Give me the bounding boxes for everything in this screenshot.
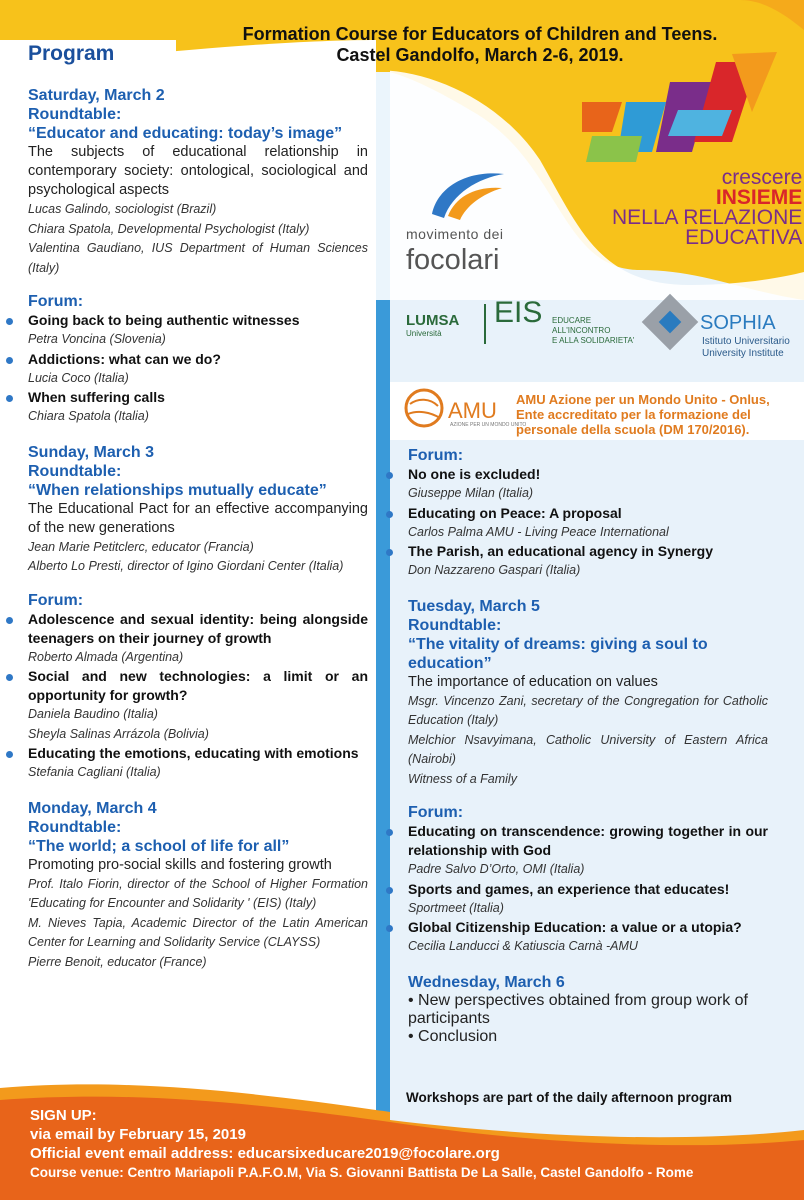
crescere-line-4: EDUCATIVA [685, 226, 803, 249]
speaker: Daniela Baudino (Italia) [28, 707, 158, 721]
speaker: Giuseppe Milan (Italia) [408, 486, 534, 500]
speaker: Don Nazzareno Gaspari (Italia) [408, 563, 581, 577]
sophia-logo-sub [702, 336, 790, 360]
speaker: Prof. Italo Fiorin, director of the School of Higher Formation 'Educating for Encounter and Solidarity ' (EIS) (Italy) [28, 876, 368, 910]
forum-item: No one is excluded! [408, 465, 768, 484]
sophia-sub-1: Istituto Universitario [702, 336, 790, 347]
speaker: Sportmeet (Italia) [408, 900, 504, 915]
tuesday-title: “The vitality of dreams: giving a soul to education” [408, 635, 708, 672]
speaker: Cecilia Landucci & Katiuscia Carnà -AMU [408, 939, 638, 953]
eis-logo-sub [552, 316, 634, 346]
forum-item: Sports and games, an experience that educates! [408, 880, 768, 899]
wednesday-line-2: • Conclusion [408, 1027, 498, 1045]
title-line-1: Formation Course for Educators of Children and Teens. [242, 24, 718, 44]
amu-text-2: Ente accreditato per la formazione del [516, 407, 751, 422]
speaker: Witness of a Family [408, 771, 517, 786]
speaker: Padre Salvo D’Orto, OMI (Italia) [408, 862, 585, 876]
lumsa-logo-sub: Università [406, 329, 442, 338]
eis-sub-2: ALL'INCONTRO [552, 326, 611, 335]
forum-item: Educating the emotions, educating with emotions [28, 744, 368, 763]
crescere-logo-graphic [582, 52, 782, 172]
saturday-title: “Educator and educating: today’s image” [28, 125, 343, 142]
wednesday-day: Wednesday, March 6 [408, 973, 565, 991]
signup-heading: SIGN UP: [30, 1107, 97, 1124]
sophia-logo: SOPHIA [700, 312, 776, 334]
crescere-logo-text [612, 168, 802, 248]
sunday-title: “When relationships mutually educate” [28, 481, 327, 499]
crescere-line-3: NELLA RELAZIONE [612, 206, 803, 229]
speaker: Alberto Lo Presti, director of Igino Giordani Center (Italia) [28, 559, 344, 573]
speaker: Chiara Spatola, Developmental Psychologist (Italy) [28, 221, 310, 236]
logo-divider [484, 304, 486, 344]
focolari-logo-icon [428, 166, 508, 222]
left-column [28, 86, 368, 972]
tuesday-desc: The importance of education on values [408, 673, 658, 690]
forum-item: Adolescence and sexual identity: being alongside teenagers on their journey of growth [28, 610, 368, 646]
forum-item: Global Citizenship Education: a value or a utopia? [408, 918, 768, 937]
lumsa-logo [406, 312, 459, 338]
speaker: Melchior Nsavyimana, Catholic University of Eastern Africa (Nairobi) [408, 732, 768, 766]
sophia-sub-2: University Institute [702, 348, 784, 359]
forum-item: Going back to being authentic witnesses [28, 311, 368, 330]
eis-sub-3: E ALLA SOLIDARIETA' [552, 336, 635, 345]
speaker: Jean Marie Petitclerc, educator (Francia) [28, 539, 254, 554]
tuesday-forum: Forum: [408, 804, 464, 821]
speaker: Sheyla Salinas Arrázola (Bolivia) [28, 726, 209, 741]
monday-roundtable: Roundtable: [28, 818, 122, 836]
right-column [408, 446, 768, 1046]
sunday-day: Sunday, March 3 [28, 443, 154, 461]
speaker: Stefania Cagliani (Italia) [28, 765, 161, 779]
speaker: Roberto Almada (Argentina) [28, 649, 184, 664]
speaker: Petra Voncina (Slovenia) [28, 332, 166, 346]
forum-item: Social and new technologies: a limit or an opportunity for growth? [28, 668, 368, 703]
monday-day: Monday, March 4 [28, 799, 157, 817]
sophia-logo-icon [640, 292, 700, 352]
workshops-note: Workshops are part of the daily afternoon program [406, 1090, 733, 1105]
amu-text-1: AMU Azione per un Mondo Unito - Onlus, [516, 392, 770, 407]
crescere-line-1: crescere [721, 166, 803, 189]
eis-logo: EIS [494, 296, 543, 329]
speaker: Chiara Spatola (Italia) [28, 409, 149, 423]
forum-item: Educating on Peace: A proposal [408, 504, 768, 523]
monday-title: “The world; a school of life for all” [28, 837, 290, 855]
saturday-day: Saturday, March 2 [28, 87, 165, 104]
tuesday-day: Tuesday, March 5 [408, 597, 540, 615]
eis-sub-1: EDUCARE [552, 316, 592, 325]
forum-item: Addictions: what can we do? [28, 350, 368, 369]
sunday-desc: The Educational Pact for an effective accompanying of the new generations [28, 500, 368, 536]
tuesday-roundtable: Roundtable: [408, 616, 502, 634]
speaker: Msgr. Vincenzo Zani, secretary of the Congregation for Catholic Education (Italy) [408, 693, 768, 727]
sunday-roundtable: Roundtable: [28, 462, 122, 480]
saturday-desc: The subjects of educational relationship in contemporary society: ontological, sociological and psychological aspects [28, 144, 368, 198]
monday-desc: Promoting pro-social skills and fostering growth [28, 856, 332, 873]
speaker: Carlos Palma AMU - Living Peace International [408, 524, 669, 539]
title-line-2: Castel Gandolfo, March 2-6, 2019. [336, 45, 624, 65]
signup-deadline: via email by February 15, 2019 [30, 1126, 246, 1143]
wednesday-line-1: • New perspectives obtained from group work of participants [408, 991, 748, 1027]
speaker: Lucas Galindo, sociologist (Brazil) [28, 202, 217, 216]
amu-logo: AMU [448, 398, 497, 423]
course-venue: Course venue: Centro Mariapoli P.A.F.O.M, Via S. Giovanni Battista De La Salle, Castel Gandolfo - Rome [30, 1165, 694, 1180]
crescere-line-2: INSIEME [715, 186, 803, 209]
focolari-logo-small: movimento dei [406, 226, 504, 242]
focolari-logo-big: focolari [406, 244, 500, 276]
sunday-forum: Forum: [28, 591, 84, 609]
speaker: Lucia Coco (Italia) [28, 370, 129, 385]
speaker: M. Nieves Tapia, Academic Director of the Latin American Center for Learning and Solidarity Service (CLAYSS) [28, 915, 368, 949]
amu-logo-sub: AZIONE PER UN MONDO UNITO [450, 422, 527, 428]
forum-item: Educating on transcendence: growing together in our relationship with God [408, 823, 768, 858]
signup-info [30, 1106, 693, 1182]
signup-email[interactable]: Official event email address: educarsixeducare2019@focolare.org [30, 1145, 500, 1162]
monday-forum: Forum: [408, 447, 464, 464]
amu-description [516, 392, 770, 437]
program-heading: Program [28, 42, 115, 65]
speaker: Valentina Gaudiano, IUS Department of Human Sciences (Italy) [28, 241, 368, 275]
lumsa-logo-text: LUMSA [406, 312, 460, 329]
amu-text-3: personale della scuola (DM 170/2016). [516, 422, 750, 437]
saturday-roundtable: Roundtable: [28, 106, 122, 123]
saturday-forum: Forum: [28, 293, 84, 310]
forum-item: The Parish, an educational agency in Synergy [408, 542, 768, 561]
forum-item: When suffering calls [28, 388, 368, 407]
speaker: Pierre Benoit, educator (France) [28, 954, 207, 969]
amu-globe-icon [400, 384, 448, 436]
